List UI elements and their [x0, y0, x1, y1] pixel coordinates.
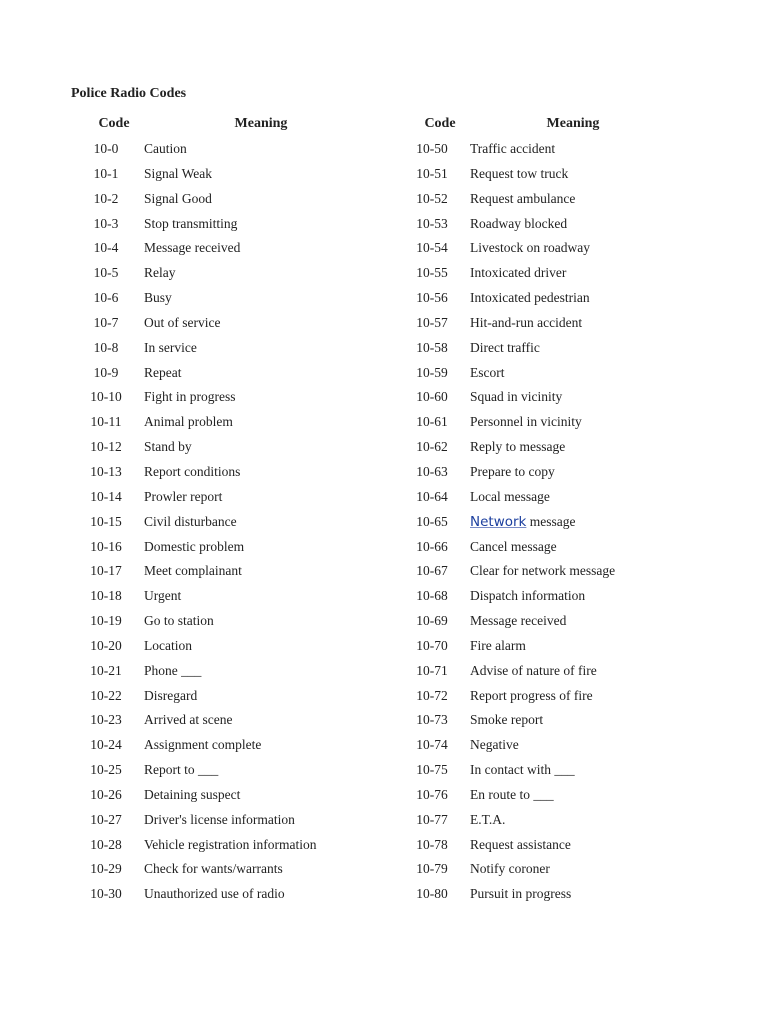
table-row [76, 261, 376, 286]
code-cell: 10-68 [416, 588, 448, 604]
meaning-cell: Vehicle registration information [144, 836, 317, 852]
table-body [402, 137, 702, 907]
table-row [402, 684, 702, 709]
meaning-cell: Squad in vicinity [470, 389, 563, 405]
code-cell: 10-76 [416, 786, 448, 802]
meaning-cell: Disregard [144, 687, 198, 703]
table-row [76, 286, 376, 311]
meaning-cell: Repeat [144, 364, 182, 380]
code-cell: 10-25 [90, 762, 122, 778]
table-row [402, 485, 702, 510]
table-row [402, 708, 702, 733]
code-cell: 10-80 [416, 886, 448, 902]
meaning-cell: Dispatch information [470, 588, 586, 604]
table-row [402, 187, 702, 212]
meaning-cell: Negative [470, 737, 519, 753]
meaning-cell: Assignment complete [144, 737, 262, 753]
table-row [76, 733, 376, 758]
code-cell: 10-12 [90, 439, 122, 455]
meaning-cell: Roadway blocked [470, 215, 568, 231]
code-cell: 10-54 [416, 240, 448, 256]
table-row [402, 659, 702, 684]
table-row [402, 609, 702, 634]
meaning-cell: In service [144, 339, 197, 355]
meaning-cell: Clear for network message [470, 563, 616, 579]
meaning-cell: Notify coroner [470, 861, 550, 877]
meaning-cell: Arrived at scene [144, 712, 233, 728]
meaning-cell: Stand by [144, 439, 192, 455]
code-cell: 10-59 [416, 364, 448, 380]
network-link[interactable]: Network [470, 513, 527, 530]
table-row [76, 410, 376, 435]
meaning-cell: Message received [470, 613, 567, 629]
code-cell: 10-23 [90, 712, 122, 728]
table-row [402, 236, 702, 261]
table-row [76, 385, 376, 410]
meaning-cell: Traffic accident [470, 141, 556, 156]
code-cell: 10-63 [416, 463, 448, 479]
meaning-cell: Out of service [144, 314, 221, 330]
meaning-cell: Caution [144, 141, 187, 156]
code-cell: 10-22 [90, 687, 122, 703]
column-header-code: Code [98, 116, 130, 131]
codes-table-left [76, 114, 376, 907]
table-header [402, 114, 702, 136]
table-row [402, 361, 702, 386]
meaning-cell: Intoxicated driver [470, 265, 567, 281]
code-cell: 10-8 [93, 339, 119, 355]
table-row [402, 460, 702, 485]
table-row [402, 882, 702, 907]
code-cell: 10-69 [416, 613, 448, 629]
code-cell: 10-75 [416, 762, 448, 778]
meaning-cell: Fire alarm [470, 637, 526, 653]
column-header-meaning: Meaning [546, 116, 600, 131]
code-cell: 10-78 [416, 836, 448, 852]
code-cell: 10-30 [90, 886, 122, 902]
table-row [76, 684, 376, 709]
meaning-cell: Request assistance [470, 836, 571, 852]
code-cell: 10-0 [93, 141, 119, 156]
meaning-cell: Request ambulance [470, 190, 576, 206]
table-row [76, 485, 376, 510]
table-row [402, 783, 702, 808]
table-row [402, 311, 702, 336]
code-cell: 10-4 [93, 240, 119, 256]
meaning-cell: Signal Weak [144, 165, 213, 181]
code-cell: 10-28 [90, 836, 122, 852]
table-row [76, 460, 376, 485]
code-cell: 10-79 [416, 861, 448, 877]
code-cell: 10-61 [416, 414, 448, 430]
code-cell: 10-29 [90, 861, 122, 877]
code-cell: 10-13 [90, 463, 122, 479]
table-row [402, 286, 702, 311]
table-row [76, 187, 376, 212]
meaning-cell: Go to station [144, 613, 214, 629]
code-cell: 10-64 [416, 488, 448, 504]
meaning-cell: Personnel in vicinity [470, 414, 582, 430]
code-cell: 10-21 [90, 662, 122, 678]
code-cell: 10-50 [416, 141, 448, 156]
code-cell: 10-16 [90, 538, 122, 554]
table-row [402, 336, 702, 361]
code-cell: 10-57 [416, 314, 448, 330]
code-cell: 10-14 [90, 488, 122, 504]
meaning-cell: Signal Good [144, 190, 212, 206]
meaning-text: message [529, 513, 576, 529]
meaning-cell: Meet complainant [144, 563, 242, 579]
meaning-cell: Report conditions [144, 463, 241, 479]
code-cell: 10-26 [90, 786, 122, 802]
meaning-cell: Reply to message [470, 439, 566, 455]
code-cell: 10-9 [93, 364, 119, 380]
meaning-cell: Pursuit in progress [470, 886, 572, 902]
meaning-cell: Urgent [144, 588, 182, 604]
table-row [76, 783, 376, 808]
meaning-cell: Prepare to copy [470, 463, 555, 479]
column-header-code: Code [424, 116, 456, 131]
table-row [76, 535, 376, 560]
page-title: Police Radio Codes [71, 86, 187, 101]
table-row [76, 584, 376, 609]
meaning-cell: In contact with ___ [470, 762, 575, 778]
table-row [402, 733, 702, 758]
code-cell: 10-65 [416, 513, 448, 529]
code-cell: 10-5 [93, 265, 119, 281]
meaning-cell: Hit-and-run accident [470, 314, 583, 330]
meaning-cell: Message received [144, 240, 241, 256]
meaning-cell: Check for wants/warrants [144, 861, 283, 877]
table-header [76, 114, 376, 136]
meaning-cell: Smoke report [470, 712, 544, 728]
table-row [76, 857, 376, 882]
meaning-cell: Escort [470, 364, 505, 380]
meaning-cell: Driver's license information [144, 811, 295, 827]
table-row [76, 510, 376, 535]
code-cell: 10-24 [90, 737, 122, 753]
column-header-meaning: Meaning [234, 116, 288, 131]
meaning-cell: Advise of nature of fire [470, 662, 597, 678]
meaning-cell: Direct traffic [470, 339, 540, 355]
code-cell: 10-6 [93, 290, 119, 306]
table-row [76, 833, 376, 858]
meaning-cell: En route to ___ [470, 786, 554, 802]
code-cell: 10-70 [416, 637, 448, 653]
table-row [76, 634, 376, 659]
code-cell: 10-18 [90, 588, 122, 604]
table-row [402, 212, 702, 237]
code-cell: 10-10 [90, 389, 122, 405]
code-cell: 10-72 [416, 687, 448, 703]
codes-table-right [402, 114, 702, 907]
code-cell: 10-55 [416, 265, 448, 281]
code-cell: 10-15 [90, 513, 122, 529]
table-row [76, 609, 376, 634]
code-cell: 10-52 [416, 190, 448, 206]
code-cell: 10-3 [93, 215, 119, 231]
meaning-cell: Prowler report [144, 488, 223, 504]
meaning-cell: Intoxicated pedestrian [470, 290, 590, 306]
meaning-cell: Request tow truck [470, 165, 569, 181]
meaning-cell: Domestic problem [144, 538, 245, 554]
code-cell: 10-27 [90, 811, 122, 827]
meaning-cell: E.T.A. [470, 811, 506, 827]
table-row [402, 410, 702, 435]
table-row [76, 559, 376, 584]
meaning-cell: Cancel message [470, 538, 557, 554]
table-row [402, 584, 702, 609]
code-cell: 10-62 [416, 439, 448, 455]
table-row [76, 236, 376, 261]
meaning-cell: Civil disturbance [144, 513, 237, 529]
meaning-cell: Phone ___ [144, 662, 202, 678]
meaning-cell: Livestock on roadway [470, 240, 590, 256]
table-row [76, 435, 376, 460]
meaning-cell: Unauthorized use of radio [144, 886, 285, 902]
table-row [76, 659, 376, 684]
code-cell: 10-56 [416, 290, 448, 306]
code-cell: 10-51 [416, 165, 448, 181]
meaning-cell: Report progress of fire [470, 687, 593, 703]
table-row [402, 758, 702, 783]
table-row [76, 336, 376, 361]
code-cell: 10-19 [90, 613, 122, 629]
table-row [402, 162, 702, 187]
table-row [76, 162, 376, 187]
code-cell: 10-58 [416, 339, 448, 355]
code-cell: 10-1 [93, 165, 119, 181]
table-row [402, 137, 702, 162]
meaning-cell: Animal problem [144, 414, 233, 430]
table-row [402, 535, 702, 560]
table-row [402, 510, 702, 535]
table-row [76, 708, 376, 733]
code-cell: 10-53 [416, 215, 448, 231]
table-row [402, 857, 702, 882]
code-cell: 10-2 [93, 190, 119, 206]
table-row [402, 833, 702, 858]
meaning-cell: Relay [144, 265, 176, 281]
code-cell: 10-66 [416, 538, 448, 554]
meaning-cell: Fight in progress [144, 389, 236, 405]
meaning-cell: Detaining suspect [144, 786, 241, 802]
meaning-cell: Busy [144, 290, 172, 306]
table-body [76, 137, 376, 907]
table-row [402, 261, 702, 286]
code-cell: 10-11 [90, 414, 122, 430]
code-cell: 10-74 [416, 737, 448, 753]
code-cell: 10-77 [416, 811, 448, 827]
table-row [76, 212, 376, 237]
code-cell: 10-20 [90, 637, 122, 653]
table-row [402, 435, 702, 460]
code-cell: 10-7 [93, 314, 119, 330]
table-row [402, 634, 702, 659]
meaning-cell: Stop transmitting [144, 215, 238, 231]
code-cell: 10-67 [416, 563, 448, 579]
meaning-cell: Local message [470, 488, 550, 504]
table-row [76, 758, 376, 783]
meaning-cell: Report to ___ [144, 762, 219, 778]
table-row [76, 137, 376, 162]
table-row [76, 361, 376, 386]
table-row [76, 882, 376, 907]
meaning-cell [470, 510, 575, 535]
table-row [402, 808, 702, 833]
table-row [402, 385, 702, 410]
table-row [402, 559, 702, 584]
table-row [76, 311, 376, 336]
code-cell: 10-17 [90, 563, 122, 579]
code-cell: 10-73 [416, 712, 448, 728]
table-row [76, 808, 376, 833]
meaning-cell: Location [144, 637, 192, 653]
code-cell: 10-60 [416, 389, 448, 405]
code-cell: 10-71 [416, 662, 448, 678]
